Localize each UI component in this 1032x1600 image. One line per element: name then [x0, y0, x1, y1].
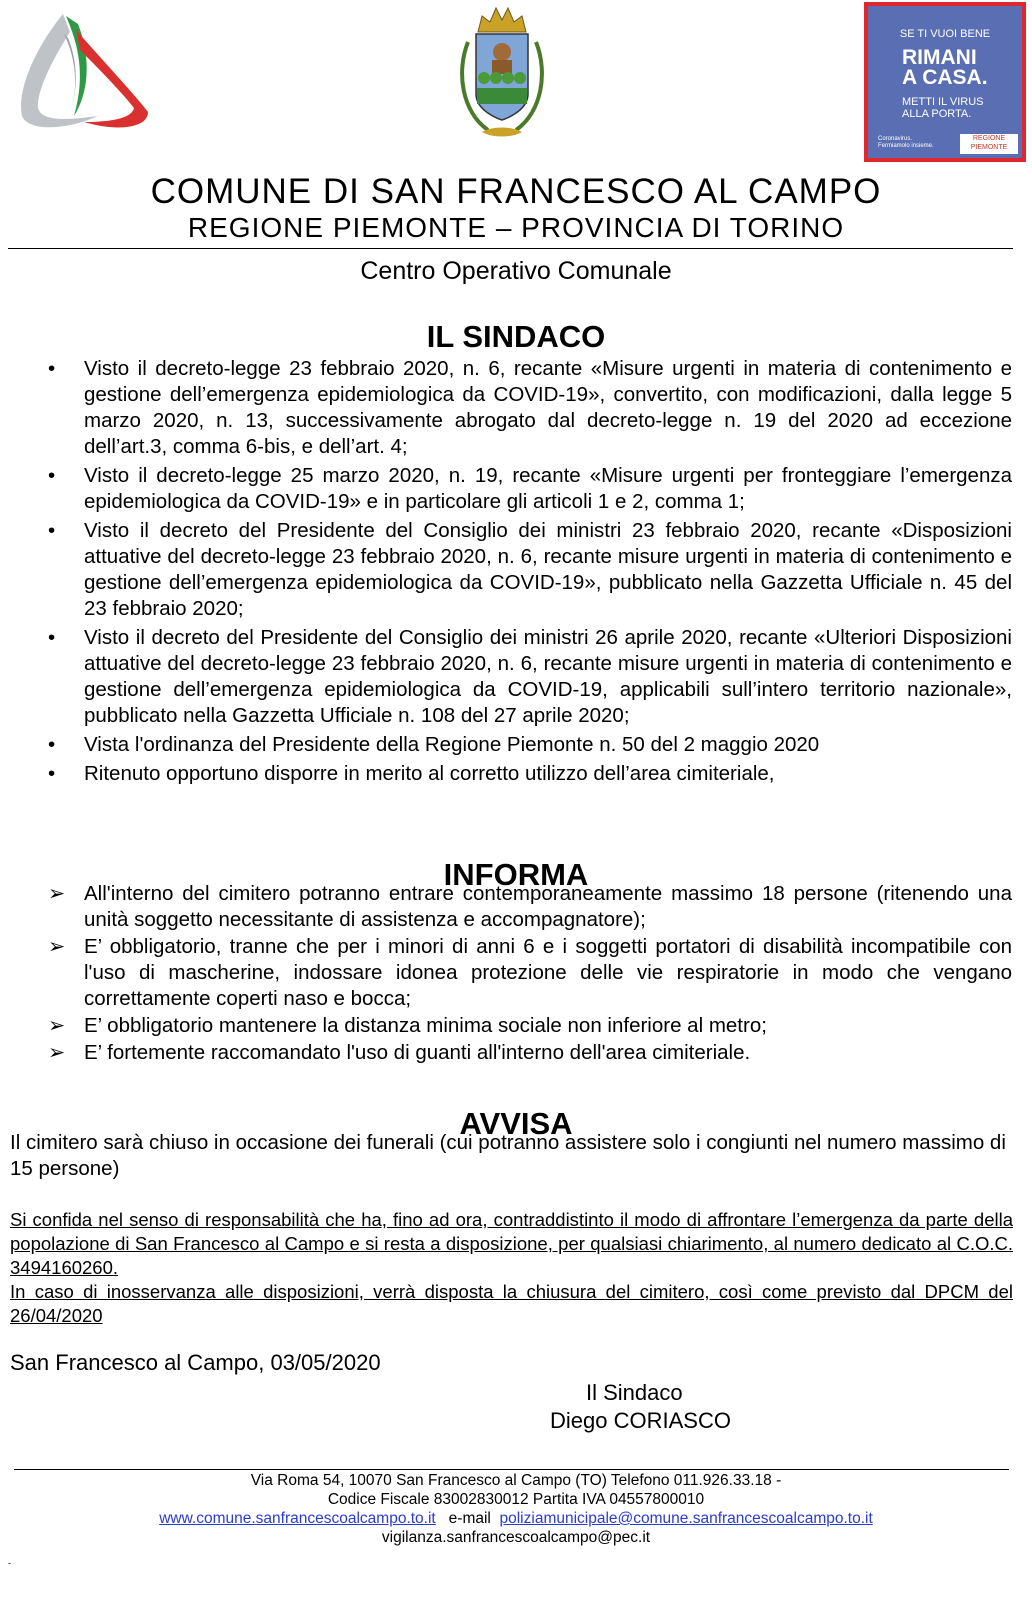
- informa-heading: INFORMA: [443, 857, 589, 892]
- footer-pec: vigilanza.sanfrancescoalcampo@pec.it: [381, 1529, 651, 1546]
- poster-small-text: Coronavirus. Fermiamolo insieme.: [878, 136, 934, 149]
- footer-divider: [14, 1469, 1009, 1470]
- office-title: Centro Operativo Comunale: [360, 257, 672, 285]
- poster-region-logo: REGIONE PIEMONTE: [960, 134, 1018, 154]
- municipal-crest: [448, 2, 556, 152]
- footer-address: Via Roma 54, 10070 San Francesco al Campo (TO) Telefono 011.926.33.18 -: [250, 1472, 782, 1489]
- signature-role: Il Sindaco: [586, 1380, 683, 1405]
- poster-line1: SE TI VUOI BENE: [899, 28, 991, 40]
- municipality-title: COMUNE DI SAN FRANCESCO AL CAMPO: [150, 172, 882, 211]
- list-item: • Visto il decreto-legge 23 febbraio 2020, n. 6, recante «Misure urgenti in materia di contenimento e gestione dell’emergenza epidemiologica da COVID-19», convertito, con modificazioni, dalla legge 5 marzo 2020, n. 13, successivamente abrogato dal decreto-legge n. 19 del 2020 ad eccezione dell’art.3, comma 6-bis, e dell’art. 4;: [48, 357, 1012, 458]
- bullet-icon: •: [48, 464, 56, 487]
- website-link[interactable]: www.comune.sanfrancescoalcampo.to.it: [159, 1510, 436, 1527]
- avvisa-heading: AVVISA: [459, 1106, 573, 1141]
- list-item: ➢ E’ fortemente raccomandato l'uso di guanti all'interno dell'area cimiteriale.: [48, 1041, 751, 1064]
- premises-list: [48, 356, 1012, 790]
- bullet-icon: •: [48, 626, 56, 649]
- bullet-icon: •: [48, 519, 56, 542]
- list-item: ➢ E’ obbligatorio, tranne che per i minori di anni 6 e i soggetti portatori di disabilità incompatibile con l'uso di mascherine, indossare idonea protezione delle vie respiratorie in modo che vengano correttamente coperti naso e bocca;: [48, 935, 1012, 1010]
- stay-home-poster: [864, 2, 1026, 162]
- list-item: • Ritenuto opportuno disporre in merito al corretto utilizzo dell’area cimiteriale,: [48, 762, 775, 785]
- rules-list: [48, 881, 1012, 1067]
- sindaco-heading: IL SINDACO: [426, 319, 606, 354]
- arrow-bullet-icon: ➢: [48, 1014, 66, 1037]
- bullet-icon: •: [48, 357, 56, 380]
- list-item: ➢ E’ obbligatorio mantenere la distanza minima sociale non inferiore al metro;: [48, 1014, 767, 1037]
- list-item: • Vista l'ordinanza del Presidente della Regione Piemonte n. 50 del 2 maggio 2020: [48, 733, 820, 756]
- list-item: • Visto il decreto del Presidente del Consiglio dei ministri 23 febbraio 2020, recante «Disposizioni attuative del decreto-legge 23 febbraio 2020, n. 6, recante misure urgenti in materia di contenimento e gestione dell’emergenza epidemiologica da COVID-19», pubblicato nella Gazzetta Ufficiale n. 45 del 23 febbraio 2020;: [48, 519, 1012, 620]
- arrow-bullet-icon: ➢: [48, 1041, 66, 1064]
- poster-subline: METTI IL VIRUS ALLA PORTA.: [902, 96, 984, 120]
- list-item: ➢ All'interno del cimitero potranno entrare contemporaneamente massimo 18 persone (ritenendo una unità soggetto necessitante di assistenza e accompagnatore);: [48, 882, 1012, 931]
- poster-headline: RIMANI A CASA.: [902, 46, 988, 89]
- arrow-bullet-icon: ➢: [48, 882, 66, 905]
- footer-dash: -: [8, 1558, 11, 1568]
- bullet-icon: •: [48, 762, 56, 785]
- email-label: e-mail: [448, 1510, 491, 1527]
- bullet-icon: •: [48, 733, 56, 756]
- region-title: REGIONE PIEMONTE – PROVINCIA DI TORINO: [187, 212, 845, 243]
- list-item: • Visto il decreto-legge 25 marzo 2020, n. 19, recante «Misure urgenti per fronteggiare l’emergenza epidemiologica da COVID-19» e in particolare gli articoli 1 e 2, comma 1;: [48, 464, 1012, 513]
- footer-contacts: [0, 1509, 1032, 1528]
- list-item: • Visto il decreto del Presidente del Consiglio dei ministri 26 aprile 2020, recante «Ulteriori Disposizioni attuative del decreto-legge 23 febbraio 2020, n. 6, recante misure urgenti in materia di contenimento e gestione dell’emergenza epidemiologica da COVID-19, applicabili sull’intero territorio nazionale», pubblicato nella Gazzetta Ufficiale n. 108 del 27 aprile 2020;: [48, 626, 1012, 727]
- responsibility-note: Si confida nel senso di responsabilità che ha, fino ad ora, contraddistinto il modo di affrontare l’emergenza da parte della popolazione di San Francesco al Campo e si resta a disposizione, per qualsiasi chiarimento, al numero dedicato al C.O.C. 3494160260.: [10, 1209, 1013, 1278]
- signature-name: Diego CORIASCO: [550, 1408, 731, 1433]
- email-link[interactable]: poliziamunicipale@comune.sanfrancescoalcampo.to.it: [499, 1510, 873, 1527]
- regione-piemonte-logo: [8, 4, 153, 134]
- arrow-bullet-icon: ➢: [48, 935, 66, 958]
- closure-notice: Il cimitero sarà chiuso in occasione dei funerali (cui potranno assistere solo i congiunti nel numero massimo di 15 persone): [10, 1131, 1006, 1180]
- header-divider: [8, 248, 1013, 249]
- place-date: San Francesco al Campo, 03/05/2020: [10, 1350, 381, 1375]
- footer-tax-ids: Codice Fiscale 83002830012 Partita IVA 04557800010: [327, 1491, 705, 1508]
- non-compliance-note: In caso di inosservanza alle disposizioni, verrà disposta la chiusura del cimitero, così come previsto dal DPCM del 26/04/2020: [10, 1281, 1013, 1326]
